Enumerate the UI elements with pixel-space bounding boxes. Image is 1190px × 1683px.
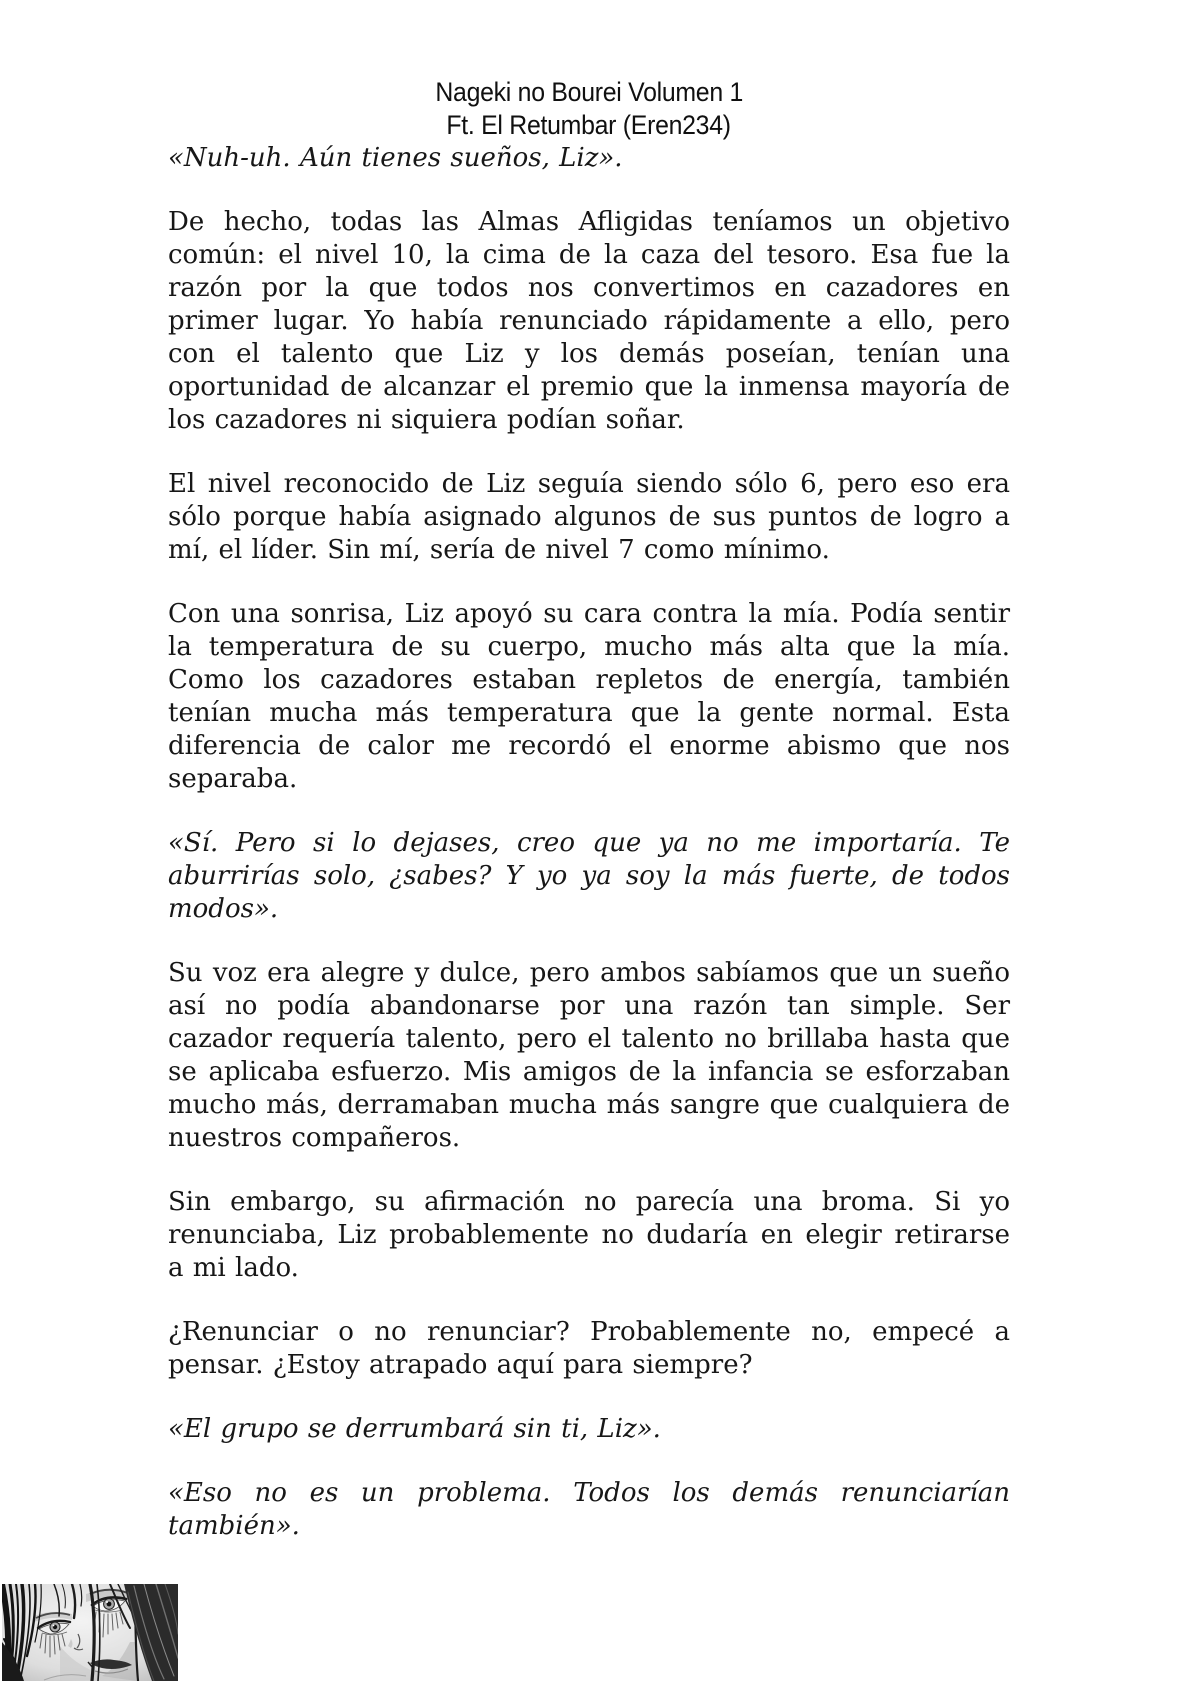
dialogue-paragraph: «Sí. Pero si lo dejases, creo que ya no me importaría. Te aburrirías solo, ¿sabes? Y yo ya soy la más fuerte, de todos modos». bbox=[168, 828, 1010, 924]
narration-paragraph: Su voz era alegre y dulce, pero ambos sabíamos que un sueño así no podía abandonarse por una razón tan simple. Ser cazador requería talento, pero el talento no brillaba hasta que se aplicaba esfuerzo. Mis amigos de la infancia se esforzaban mucho más, derramaban mucha más sangre que cualquiera de nuestros compañeros. bbox=[168, 958, 1010, 1153]
narration-paragraph: ¿Renunciar o no renunciar? Probablemente no, empecé a pensar. ¿Estoy atrapado aquí para siempre? bbox=[168, 1317, 1010, 1380]
narration-paragraph: De hecho, todas las Almas Afligidas teníamos un objetivo común: el nivel 10, la cima de la caza del tesoro. Esa fue la razón por la que todos nos convertimos en cazadores en primer lugar. Yo había renunciado rápidamente a ello, pero con el talento que Liz y los demás poseían, tenían una oportunidad de alcanzar el premio que la inmensa mayoría de los cazadores ni siquiera podían soñar. bbox=[168, 207, 1010, 435]
narration-paragraph: Con una sonrisa, Liz apoyó su cara contra la mía. Podía sentir la temperatura de su cuerpo, mucho más alta que la mía. Como los cazadores estaban repletos de energía, también tenían mucha más temperatura que la gente normal. Esta diferencia de calor me recordó el enorme abismo que nos separaba. bbox=[168, 599, 1010, 794]
dialogue-paragraph: «El grupo se derrumbará sin ti, Liz». bbox=[168, 1414, 661, 1444]
dialogue-paragraph: «Eso no es un problema. Todos los demás renunciarían también». bbox=[168, 1478, 1010, 1541]
dialogue-paragraph: «Nuh-uh. Aún tienes sueños, Liz». bbox=[168, 143, 623, 173]
manga-face-illustration bbox=[2, 1584, 178, 1681]
title-line-2: Ft. El Retumbar (Eren234) bbox=[446, 110, 732, 140]
narration-paragraph: Sin embargo, su afirmación no parecía una broma. Si yo renunciaba, Liz probablemente no dudaría en elegir retirarse a mi lado. bbox=[168, 1187, 1010, 1283]
document-header bbox=[168, 76, 1010, 142]
title-line-1: Nageki no Bourei Volumen 1 bbox=[435, 77, 743, 107]
narration-paragraph: El nivel reconocido de Liz seguía siendo sólo 6, pero eso era sólo porque había asignado algunos de sus puntos de logro a mí, el líder. Sin mí, sería de nivel 7 como mínimo. bbox=[168, 469, 1010, 565]
